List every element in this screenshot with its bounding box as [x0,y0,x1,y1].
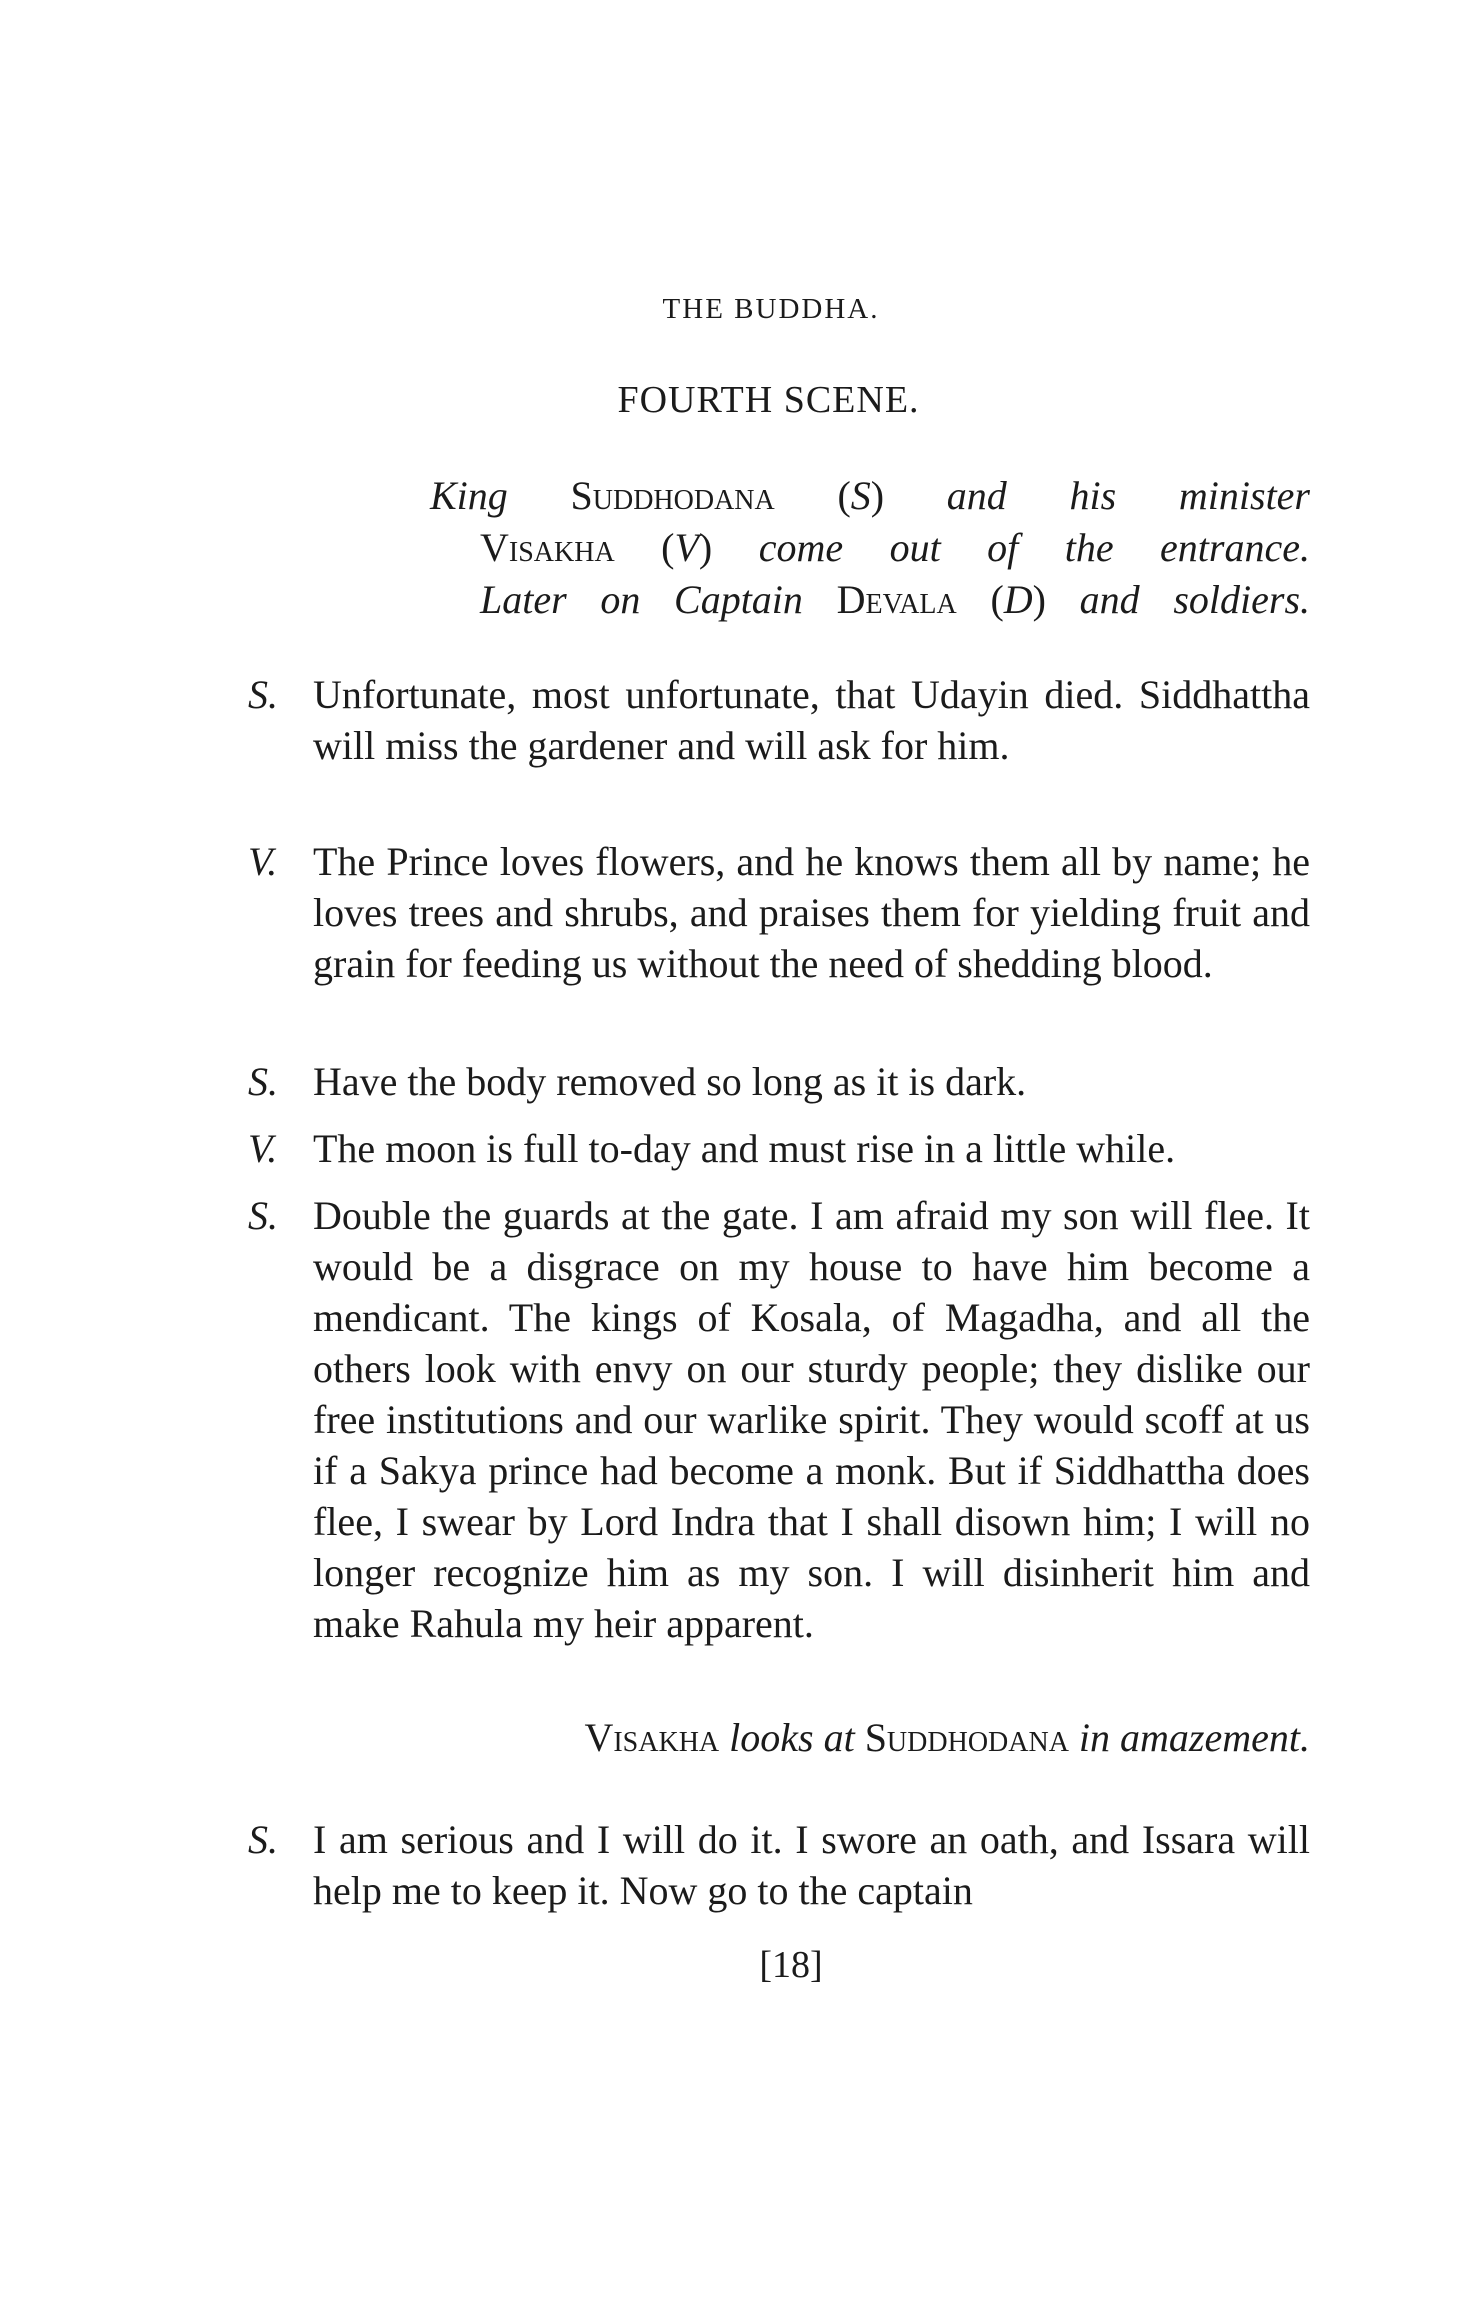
speech-text: Unfortunate, most unfortunate, that Udayin died. Siddhattha will miss the gardener and will ask for him. [313,672,1310,768]
stage-direction-amazement: Visakha looks at Suddhodana in amazement. [584,1715,1310,1760]
speech [248,1056,1310,1107]
speech [248,836,1310,989]
speaker-label: S. [248,1193,278,1238]
stage-direction-opening [430,470,1310,626]
speech [248,1190,1310,1649]
speaker-label: V. [248,839,278,884]
page-number: [18] [759,1944,823,1986]
stage-direction-line: Visakha (V) come out of the entrance. [480,525,1310,570]
scene-title: FOURTH SCENE. [617,379,920,421]
speech-text: Double the guards at the gate. I am afraid my son will flee. It would be a disgrace on my house to have him become a mendicant. The kings of Kosala, of Magadha, and all the others look with envy on our sturdy people; they dislike our free institutions and our warlike spirit. They would scoff at us if a Sakya prince had become a monk. But if Siddhattha does flee, I swear by Lord Indra that I shall disown him; I will no longer recognize him as my son. I will disinherit him and make Rahula my heir apparent. [313,1193,1310,1646]
speech-text: Have the body removed so long as it is dark. [313,1059,1027,1104]
speaker-label: S. [248,672,278,717]
speech-text: I am serious and I will do it. I swore an oath, and Issara will help me to keep it. Now go to the captain [313,1817,1310,1913]
speech [248,1814,1310,1916]
speaker-label: V. [248,1126,278,1171]
stage-direction-line: Later on Captain Devala (D) and soldiers. [480,577,1311,622]
running-head: THE BUDDHA. [662,293,880,325]
speech [248,669,1310,771]
speaker-label: S. [248,1059,278,1104]
speech-text: The Prince loves flowers, and he knows them all by name; he loves trees and shrubs, and praises them for yielding fruit and grain for feeding us without the need of shedding blood. [313,839,1310,986]
speech [248,1123,1310,1174]
speech-text: The moon is full to-day and must rise in a little while. [313,1126,1176,1171]
speaker-label: S. [248,1817,278,1862]
stage-direction-line: King Suddhodana (S) and his minister [430,473,1310,518]
